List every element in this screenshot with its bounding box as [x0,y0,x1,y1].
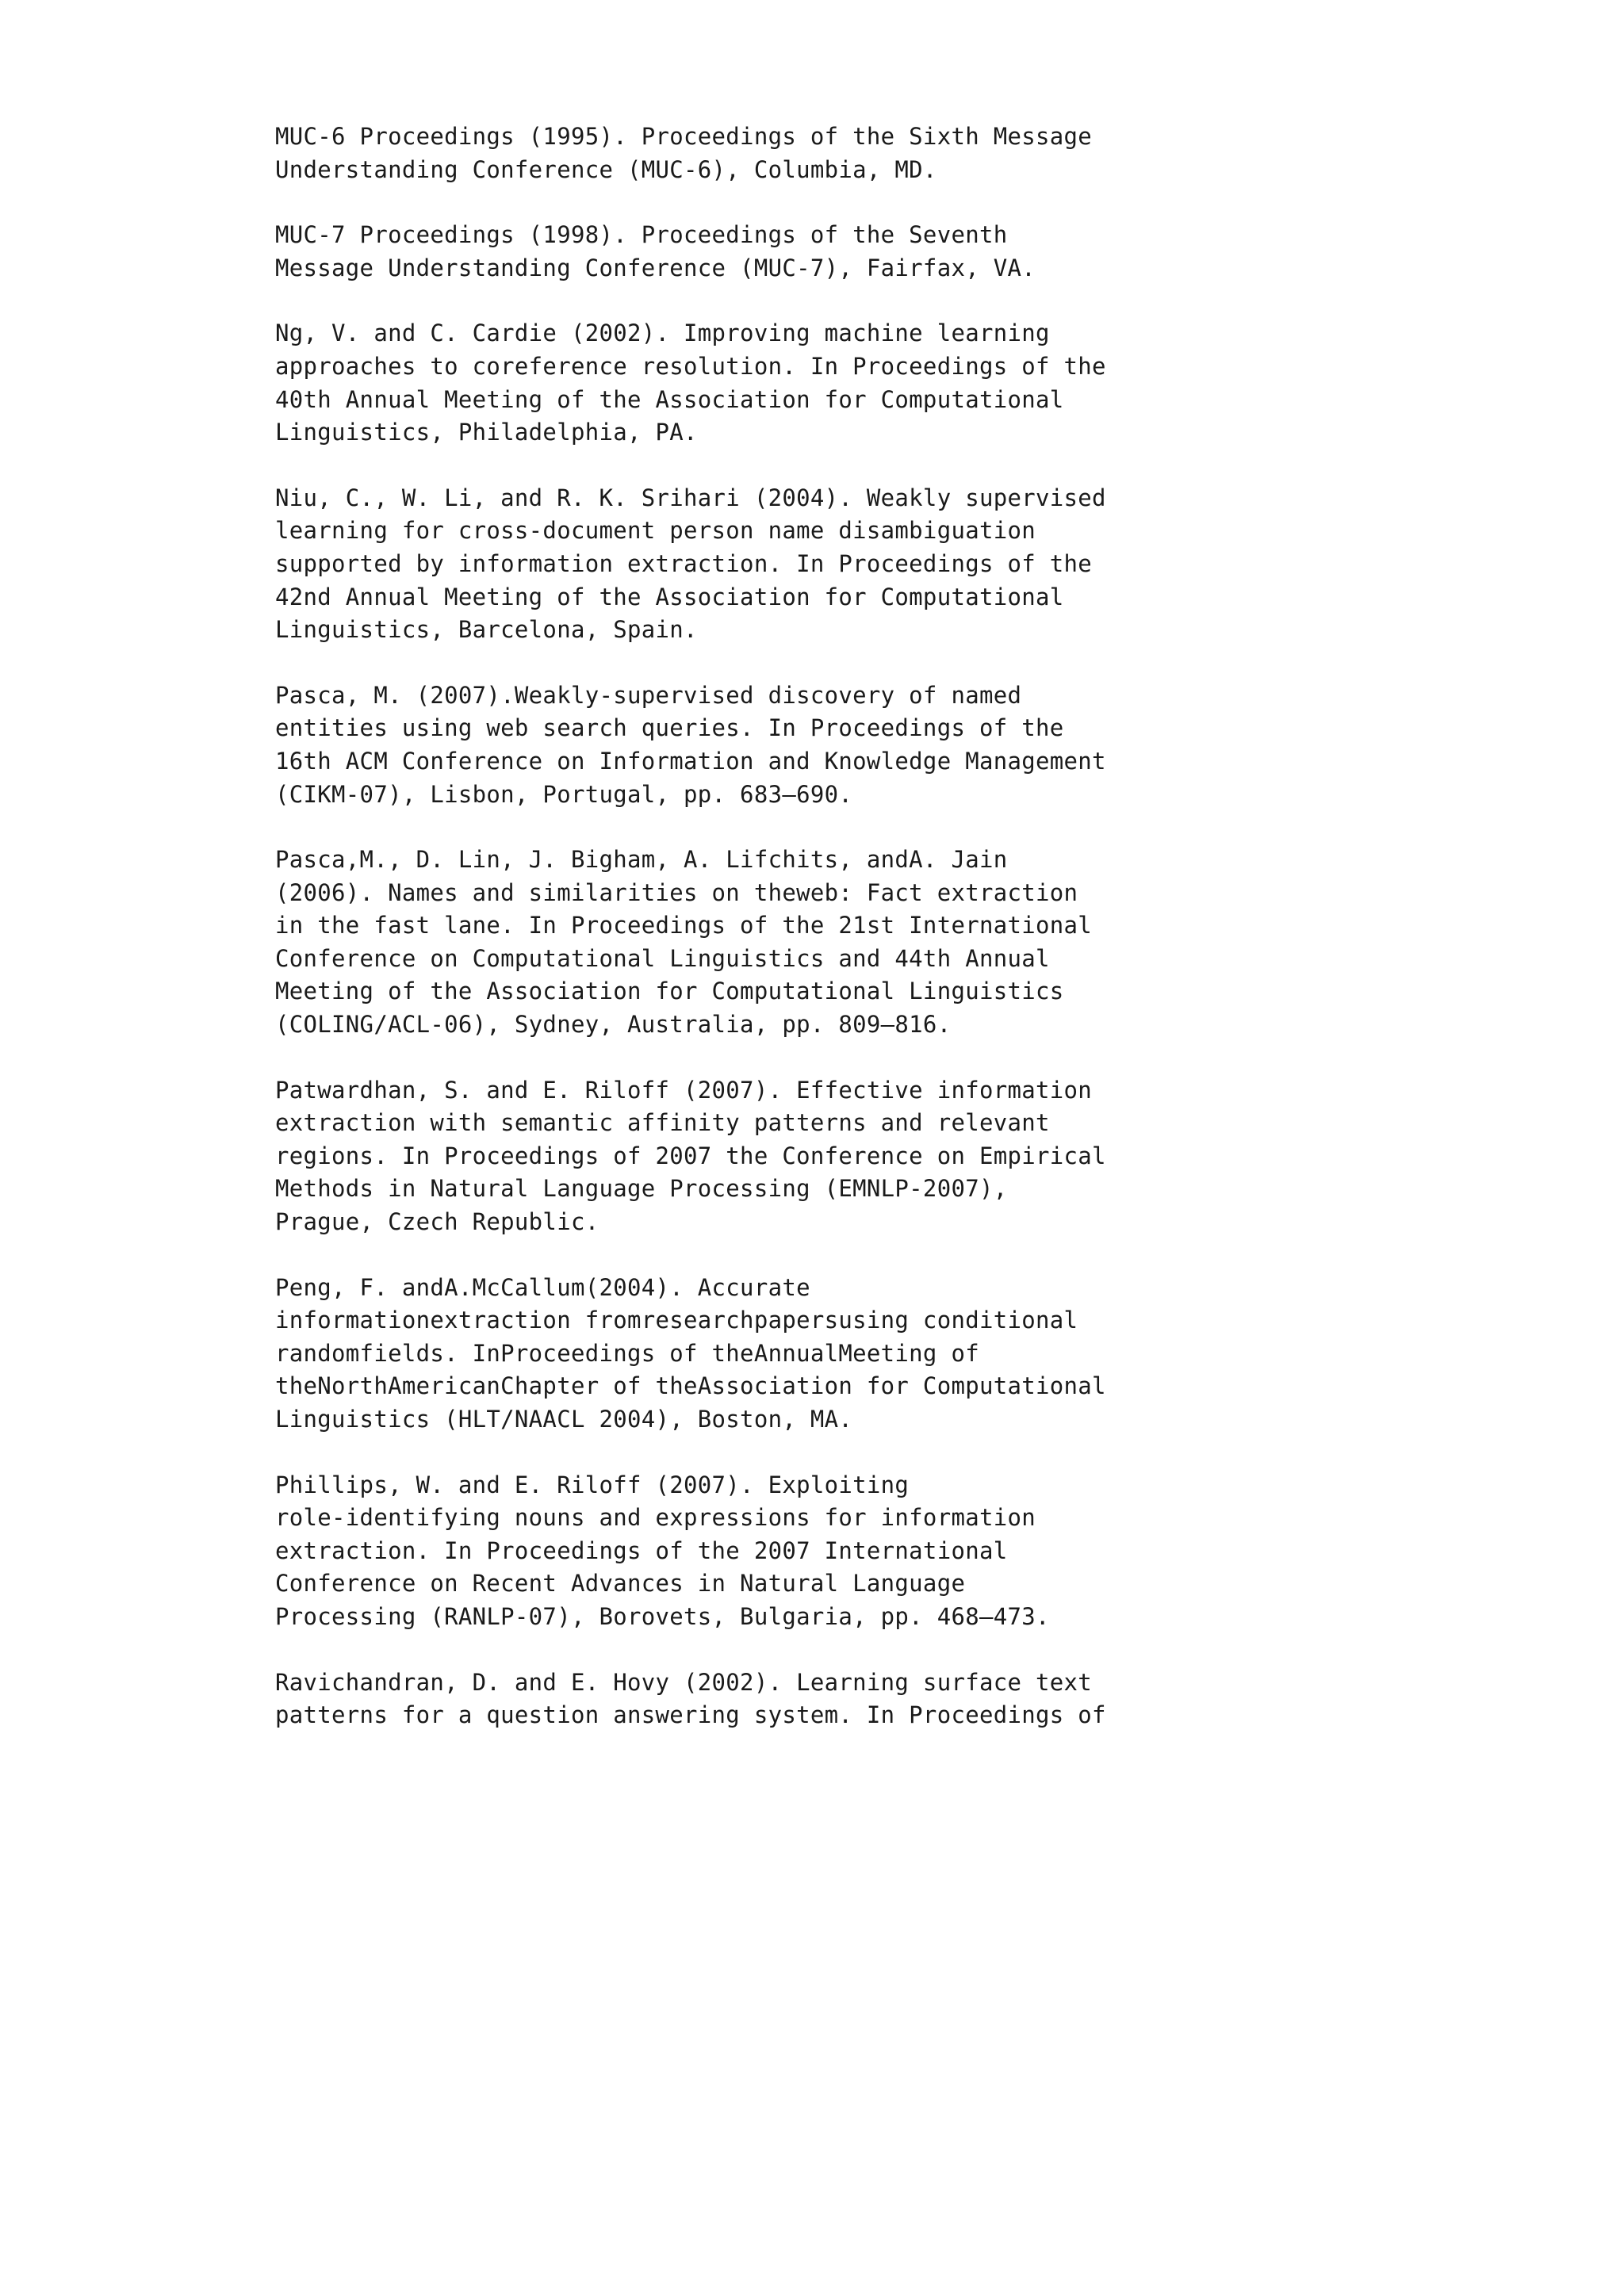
reference-line: (CIKM-07), Lisbon, Portugal, pp. 683–690. [275,780,853,808]
reference-entry [275,317,1385,449]
reference-line: MUC-7 Proceedings (1998). Proceedings of the Seventh [275,221,1008,249]
reference-entry [275,844,1385,1042]
reference-line: Processing (RANLP-07), Borovets, Bulgaria, pp. 468–473. [275,1602,1050,1630]
reference-entry [275,219,1385,285]
reference-list [275,121,1385,1765]
reference-line: 16th ACM Conference on Information and Knowledge Management [275,747,1106,775]
reference-line: learning for cross-document person name disambiguation [275,517,1036,545]
reference-line: 42nd Annual Meeting of the Association for Computational [275,583,1064,610]
reference-line: Patwardhan, S. and E. Riloff (2007). Effective information [275,1076,1093,1104]
reference-entry [275,1469,1385,1634]
reference-line: Ng, V. and C. Cardie (2002). Improving machine learning [275,320,1050,347]
reference-line: Meeting of the Association for Computational Linguistics [275,978,1064,1005]
reference-line: Linguistics, Barcelona, Spain. [275,616,698,644]
reference-line: theNorthAmericanChapter of theAssociation for Computational [275,1372,1106,1400]
reference-line: Linguistics (HLT/NAACL 2004), Boston, MA. [275,1406,853,1433]
reference-line: Peng, F. andA.McCallum(2004). Accurate [275,1273,810,1301]
reference-entry [275,1074,1385,1239]
reference-line: supported by information extraction. In Proceedings of the [275,549,1093,577]
reference-line: Conference on Recent Advances in Natural Language [275,1570,966,1598]
reference-line: entities using web search queries. In Proceedings of the [275,714,1064,742]
reference-line: informationextraction fromresearchpapersusing conditional [275,1307,1078,1334]
reference-line: Linguistics, Philadelphia, PA. [275,419,698,446]
reference-line: (2006). Names and similarities on theweb: Fact extraction [275,878,1078,906]
reference-entry [275,679,1385,811]
reference-line: regions. In Proceedings of 2007 the Conference on Empirical [275,1142,1106,1169]
reference-line: Pasca, M. (2007).Weakly-supervised discovery of named [275,681,1022,709]
reference-line: Niu, C., W. Li, and R. K. Srihari (2004). Weakly supervised [275,484,1106,511]
reference-entry [275,121,1385,186]
reference-line: role-identifying nouns and expressions for information [275,1504,1036,1532]
reference-line: Understanding Conference (MUC-6), Columbia, MD. [275,155,937,183]
reference-line: 40th Annual Meeting of the Association for Computational [275,385,1064,413]
reference-line: (COLING/ACL-06), Sydney, Australia, pp. 809–816. [275,1011,952,1039]
reference-line: Prague, Czech Republic. [275,1208,599,1236]
reference-line: approaches to coreference resolution. In Proceedings of the [275,352,1106,380]
reference-line: patterns for a question answering system. In Proceedings of [275,1701,1106,1729]
reference-line: extraction with semantic affinity patterns and relevant [275,1109,1050,1137]
reference-line: extraction. In Proceedings of the 2007 International [275,1536,1008,1564]
reference-entry [275,1272,1385,1437]
reference-line: Phillips, W. and E. Riloff (2007). Exploiting [275,1471,910,1498]
reference-line: in the fast lane. In Proceedings of the 21st International [275,912,1093,939]
reference-line: Conference on Computational Linguistics and 44th Annual [275,944,1050,972]
reference-entry [275,1667,1385,1732]
reference-line: Methods in Natural Language Processing (EMNLP-2007), [275,1175,1008,1203]
reference-line: Message Understanding Conference (MUC-7), Fairfax, VA. [275,254,1036,281]
reference-line: Pasca,M., D. Lin, J. Bigham, A. Lifchits, andA. Jain [275,846,1008,874]
reference-line: randomfields. InProceedings of theAnnualMeeting of [275,1339,979,1367]
reference-line: Ravichandran, D. and E. Hovy (2002). Learning surface text [275,1668,1093,1696]
reference-entry [275,482,1385,647]
reference-line: MUC-6 Proceedings (1995). Proceedings of the Sixth Message [275,123,1093,150]
